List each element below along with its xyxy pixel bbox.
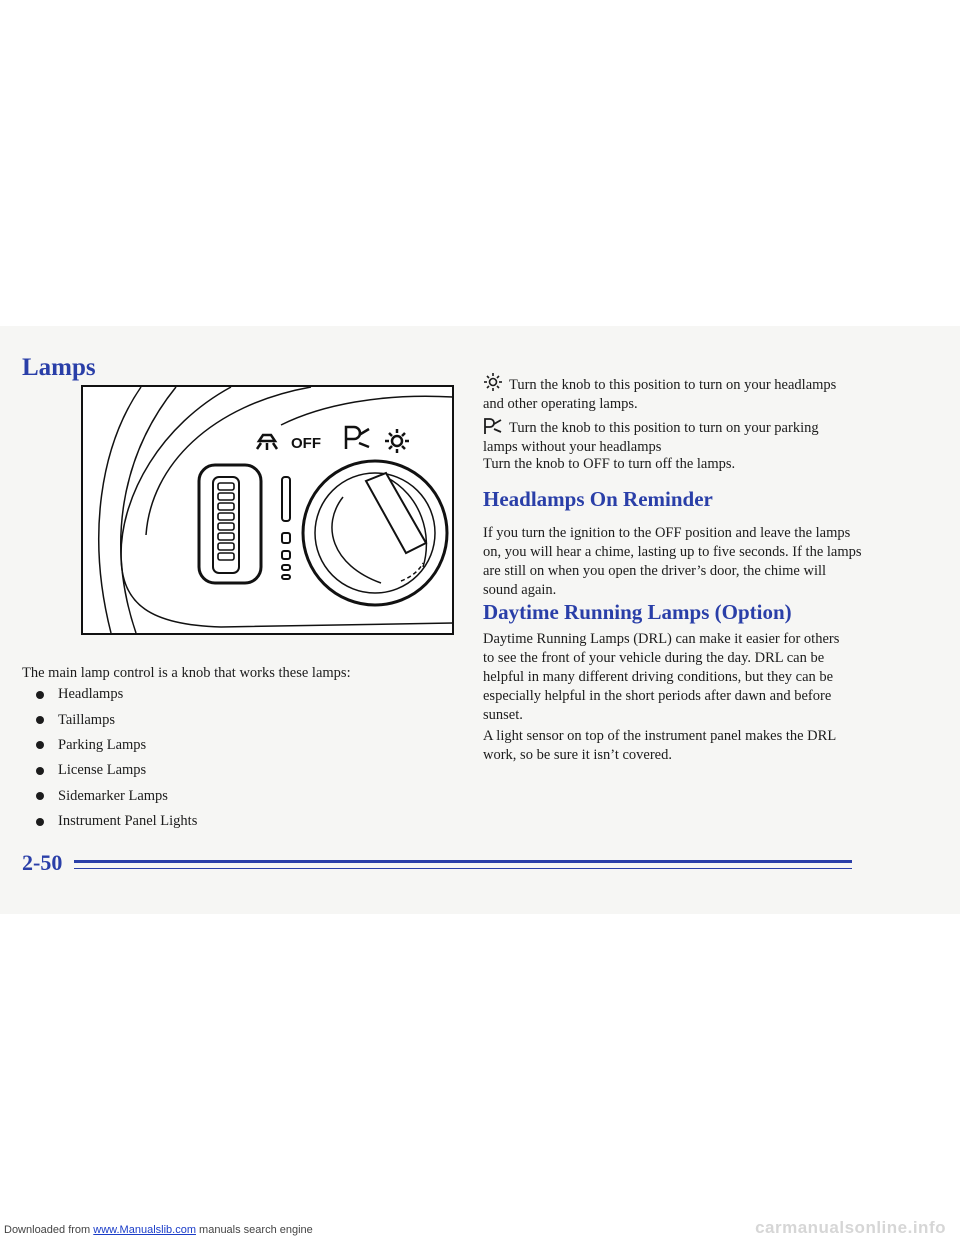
list-item: License Lamps: [22, 758, 197, 783]
headlamp-position-text: Turn the knob to this position to turn on your headlamps and other operating lamps.: [483, 372, 843, 414]
download-footer: Downloaded from www.Manualslib.com manuals search engine: [4, 1224, 313, 1236]
bullet-icon: [36, 767, 44, 775]
lamp-control-knob[interactable]: [303, 461, 447, 605]
section-heading-drl: Daytime Running Lamps (Option): [483, 600, 792, 624]
manualslib-link[interactable]: www.Manualslib.com: [93, 1224, 196, 1236]
bullet-icon: [36, 691, 44, 699]
list-item: Taillamps: [22, 707, 197, 732]
page-number: 2-50: [22, 850, 63, 875]
drl-text: Daytime Running Lamps (DRL) can make it easier for others to see the front of your vehicle during the day. DRL can be helpful in many different driving conditions, but they can be especially helpful in the short periods after dawn and before sunset.: [483, 631, 840, 723]
headlamp-icon: [483, 372, 503, 392]
bullet-icon: [36, 792, 44, 800]
section-heading-reminder: Headlamps On Reminder: [483, 487, 713, 511]
off-position-text: Turn the knob to OFF to turn off the lamps.: [483, 456, 736, 472]
lamp-control-intro: The main lamp control is a knob that works these lamps:: [22, 665, 351, 681]
section-heading-lamps: Lamps: [22, 354, 96, 381]
list-item: Instrument Panel Lights: [22, 809, 197, 834]
instrument-dimmer-wheel: [199, 465, 261, 583]
list-item: Parking Lamps: [22, 733, 197, 758]
parking-position-text: Turn the knob to this position to turn on your parking lamps without your headlamps: [483, 417, 843, 457]
footer-rule: [74, 860, 852, 863]
watermark: carmanualsonline.info: [755, 1218, 946, 1237]
bullet-icon: [36, 818, 44, 826]
list-item: Headlamps: [22, 682, 197, 707]
headlamp-knob-illustration: [81, 385, 454, 635]
off-label: OFF: [291, 435, 321, 452]
lamp-list: [22, 682, 197, 834]
reminder-text: If you turn the ignition to the OFF position and leave the lamps on, you will hear a chime, lasting up to five seconds. If the lamps are still on when you open the driver’s door, the chime will sound again.: [483, 525, 862, 598]
light-sensor-text: A light sensor on top of the instrument panel makes the DRL work, so be sure it isn’t covered.: [483, 728, 836, 763]
bullet-icon: [36, 741, 44, 749]
bullet-icon: [36, 716, 44, 724]
list-item: Sidemarker Lamps: [22, 784, 197, 809]
parking-lamp-icon: [483, 417, 503, 435]
footer-rule-thin: [74, 868, 852, 869]
